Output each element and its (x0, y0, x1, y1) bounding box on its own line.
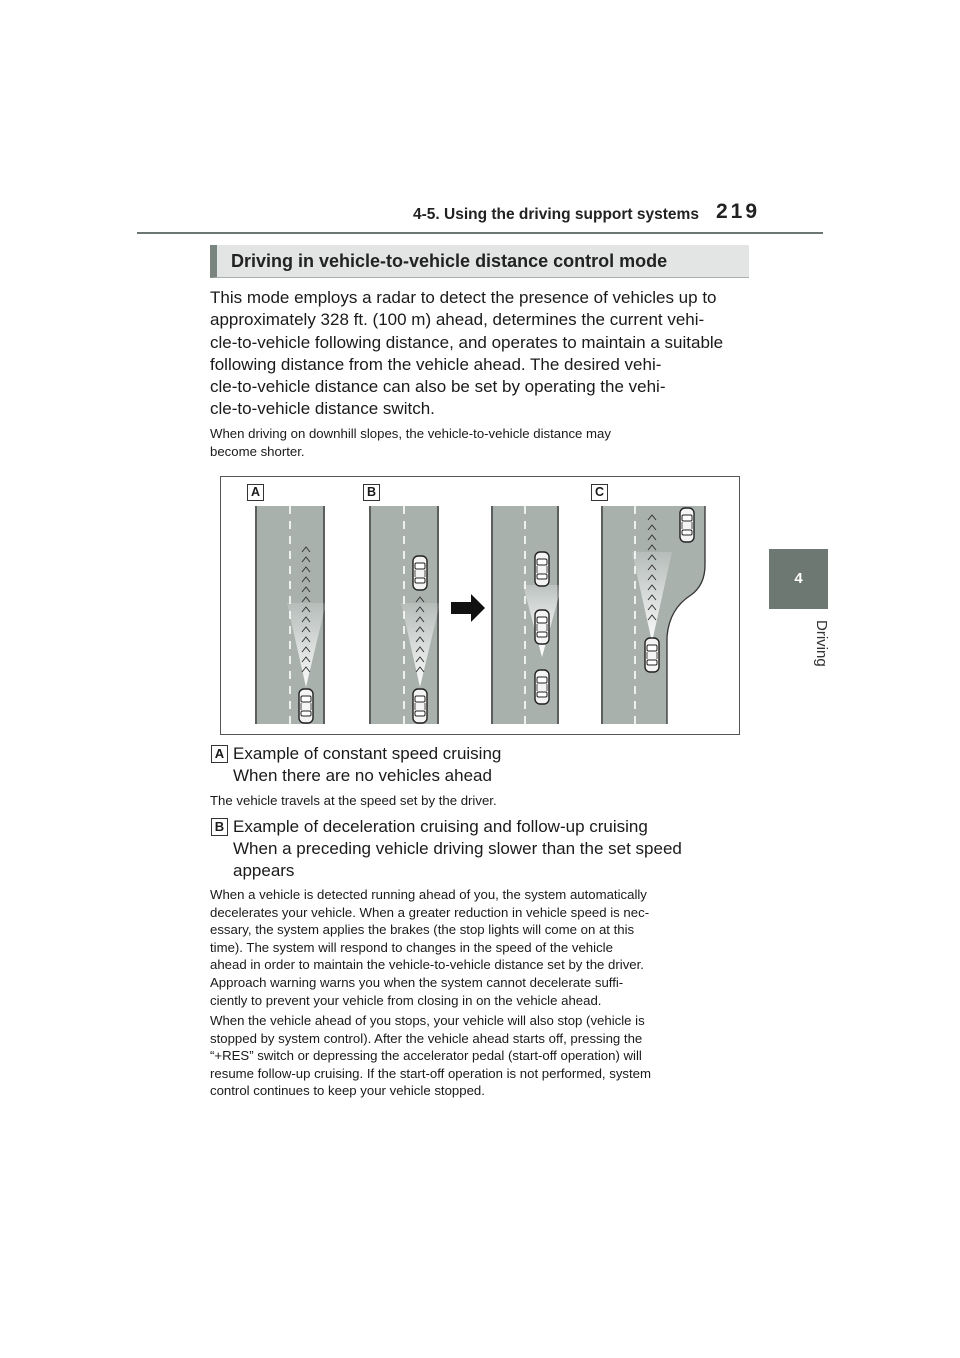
para-line: Approach warning warns you when the system cannot decelerate suffi- (210, 974, 624, 990)
preceding-car-b2 (535, 552, 549, 586)
para-line: essary, the system applies the brakes (the stop lights will come on at this (210, 922, 635, 938)
page-header-section: 4-5. Using the driving support systems (413, 206, 699, 223)
para-line: time). The system will respond to changes in the speed of the vehicle (210, 939, 613, 955)
illustration-svg (221, 477, 741, 736)
cruise-illustration (220, 476, 740, 735)
chapter-label: Driving (813, 620, 830, 667)
middle-car-b2 (535, 610, 549, 644)
caption-a-label: A (211, 745, 228, 763)
intro-line: cle-to-vehicle following distance, and operates to maintain a suitable (210, 332, 724, 352)
figure-label-b: B (363, 484, 380, 501)
road-b-before (369, 506, 440, 724)
caption-b-paragraph-1 (210, 886, 750, 1009)
para-line: ciently to prevent your vehicle from closing in on the vehicle ahead. (210, 992, 602, 1008)
own-car-b (413, 689, 427, 723)
transition-arrow (451, 594, 485, 622)
caption-a-description: The vehicle travels at the speed set by the driver. (210, 793, 497, 808)
caption-b-paragraph-2 (210, 1012, 750, 1100)
section-heading (210, 245, 749, 278)
caption-a-title: Example of constant speed cruising (233, 744, 502, 763)
figure-label-c: C (591, 484, 608, 501)
chapter-tab: 4 (769, 549, 828, 609)
para-line: When a vehicle is detected running ahead of you, the system automatically (210, 887, 647, 902)
caption-b-subtitle-cont: appears (233, 861, 295, 880)
road-c (601, 506, 705, 724)
para-line: resume follow-up cruising. If the start-off operation is not performed, system (210, 1065, 651, 1081)
caption-b-subtitle: When a preceding vehicle driving slower than the set speed (233, 839, 682, 858)
road-b-after (491, 506, 562, 724)
intro-line: following distance from the vehicle ahead. The desired vehi- (210, 354, 662, 374)
intro-paragraph (210, 287, 750, 421)
road-a (255, 506, 326, 724)
own-car-c (645, 638, 659, 672)
page-number: 219 (716, 200, 761, 223)
para-line: decelerates your vehicle. When a greater reduction in vehicle speed is nec- (210, 904, 650, 920)
caption-a-subtitle: When there are no vehicles ahead (233, 766, 492, 785)
merging-car-c (680, 508, 694, 542)
para-line: ahead in order to maintain the vehicle-to-vehicle distance set by the driver. (210, 957, 644, 973)
own-car-b2 (535, 670, 549, 704)
figure-label-a: A (247, 484, 264, 501)
intro-line: cle-to-vehicle distance switch. (210, 399, 435, 419)
intro-line: cle-to-vehicle distance can also be set by operating the vehi- (210, 377, 666, 397)
para-line: “+RES” switch or depressing the accelerator pedal (start-off operation) will (210, 1048, 642, 1064)
caption-b-title: Example of deceleration cruising and follow-up cruising (233, 817, 648, 836)
intro-line: approximately 328 ft. (100 m) ahead, determines the current vehi- (210, 310, 705, 330)
header-rule (137, 232, 823, 234)
note-line: When driving on downhill slopes, the vehicle-to-vehicle distance may (210, 426, 611, 441)
own-car-a (299, 689, 313, 723)
para-line: When the vehicle ahead of you stops, your vehicle will also stop (vehicle is (210, 1013, 645, 1028)
intro-line: This mode employs a radar to detect the presence of vehicles up to (210, 288, 717, 307)
downhill-note (210, 425, 750, 460)
note-line: become shorter. (210, 443, 305, 459)
para-line: stopped by system control). After the vehicle ahead starts off, pressing the (210, 1030, 643, 1046)
section-heading-text: Driving in vehicle-to-vehicle distance control mode (231, 251, 668, 271)
para-line: control continues to keep your vehicle stopped. (210, 1083, 485, 1099)
caption-b-label: B (211, 818, 228, 836)
preceding-car-b (413, 556, 427, 590)
